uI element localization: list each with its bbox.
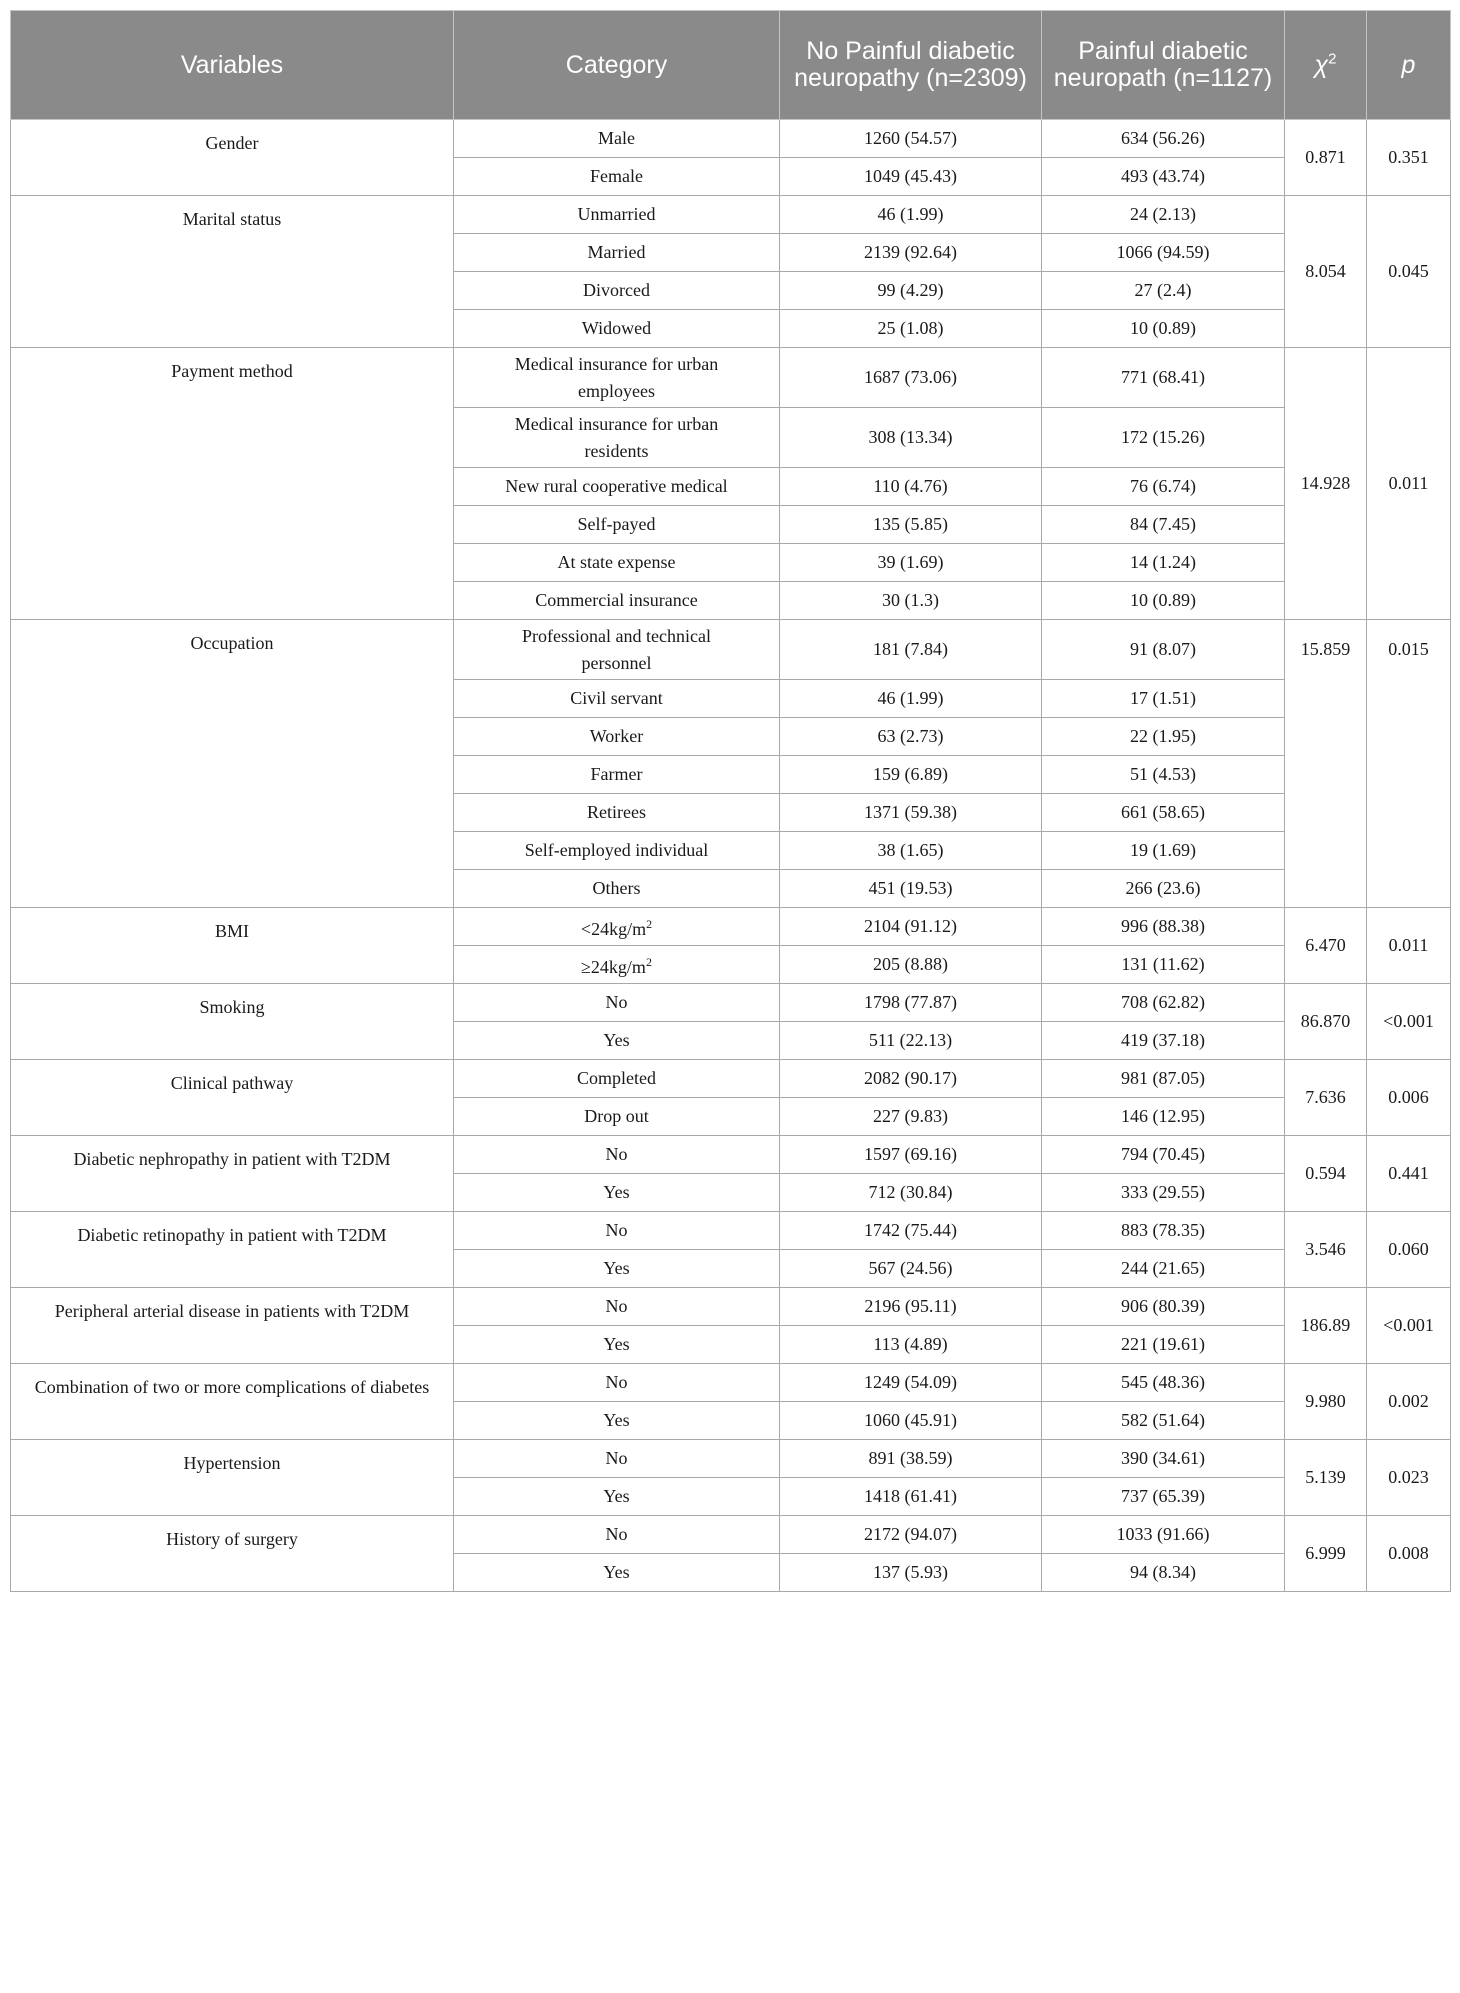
no-painful-value-cell: 110 (4.76) xyxy=(780,468,1042,506)
category-cell: Yes xyxy=(454,1478,780,1516)
chi-square-cell: 186.89 xyxy=(1285,1288,1367,1364)
header-no-painful-neuropathy: No Painful diabetic neuropathy (n=2309) xyxy=(780,11,1042,120)
chi-square-cell: 15.859 xyxy=(1285,620,1367,908)
painful-value-cell: 19 (1.69) xyxy=(1042,832,1285,870)
category-cell: Farmer xyxy=(454,756,780,794)
category-cell: Yes xyxy=(454,1250,780,1288)
no-painful-value-cell: 1260 (54.57) xyxy=(780,120,1042,158)
no-painful-value-cell: 63 (2.73) xyxy=(780,718,1042,756)
table-row xyxy=(11,1288,1451,1326)
chi-square-cell: 0.594 xyxy=(1285,1136,1367,1212)
painful-value-cell: 708 (62.82) xyxy=(1042,984,1285,1022)
painful-value-cell: 634 (56.26) xyxy=(1042,120,1285,158)
category-cell: Medical insurance for urban residents xyxy=(454,408,780,468)
category-cell: No xyxy=(454,1212,780,1250)
p-value-cell: 0.060 xyxy=(1367,1212,1451,1288)
painful-value-cell: 131 (11.62) xyxy=(1042,946,1285,984)
painful-value-cell: 172 (15.26) xyxy=(1042,408,1285,468)
table-header xyxy=(11,11,1451,120)
painful-value-cell: 771 (68.41) xyxy=(1042,348,1285,408)
variable-cell: Combination of two or more complications of diabetes xyxy=(11,1364,454,1440)
category-cell: No xyxy=(454,1516,780,1554)
painful-value-cell: 794 (70.45) xyxy=(1042,1136,1285,1174)
no-painful-value-cell: 891 (38.59) xyxy=(780,1440,1042,1478)
no-painful-value-cell: 2082 (90.17) xyxy=(780,1060,1042,1098)
painful-value-cell: 1066 (94.59) xyxy=(1042,234,1285,272)
category-cell: Medical insurance for urban employees xyxy=(454,348,780,408)
no-painful-value-cell: 159 (6.89) xyxy=(780,756,1042,794)
table-row xyxy=(11,1060,1451,1098)
no-painful-value-cell: 1060 (45.91) xyxy=(780,1402,1042,1440)
no-painful-value-cell: 2104 (91.12) xyxy=(780,908,1042,946)
table-row xyxy=(11,620,1451,680)
painful-value-cell: 94 (8.34) xyxy=(1042,1554,1285,1592)
variable-cell: Occupation xyxy=(11,620,454,908)
painful-value-cell: 24 (2.13) xyxy=(1042,196,1285,234)
chi-square-cell: 6.999 xyxy=(1285,1516,1367,1592)
header-painful-neuropathy: Painful diabetic neuropath (n=1127) xyxy=(1042,11,1285,120)
painful-value-cell: 1033 (91.66) xyxy=(1042,1516,1285,1554)
table-row xyxy=(11,1440,1451,1478)
painful-value-cell: 221 (19.61) xyxy=(1042,1326,1285,1364)
category-cell: Yes xyxy=(454,1022,780,1060)
no-painful-value-cell: 113 (4.89) xyxy=(780,1326,1042,1364)
category-cell: No xyxy=(454,1136,780,1174)
header-row xyxy=(11,11,1451,120)
header-variables: Variables xyxy=(11,11,454,120)
header-category: Category xyxy=(454,11,780,120)
no-painful-value-cell: 2139 (92.64) xyxy=(780,234,1042,272)
p-value-cell: 0.045 xyxy=(1367,196,1451,348)
painful-value-cell: 493 (43.74) xyxy=(1042,158,1285,196)
variable-cell: Marital status xyxy=(11,196,454,348)
painful-value-cell: 996 (88.38) xyxy=(1042,908,1285,946)
category-cell: Yes xyxy=(454,1326,780,1364)
category-cell xyxy=(454,908,780,946)
painful-value-cell: 22 (1.95) xyxy=(1042,718,1285,756)
chi-symbol: χ xyxy=(1314,50,1329,79)
no-painful-value-cell: 1597 (69.16) xyxy=(780,1136,1042,1174)
no-painful-value-cell: 135 (5.85) xyxy=(780,506,1042,544)
chi-square-cell: 86.870 xyxy=(1285,984,1367,1060)
no-painful-value-cell: 1049 (45.43) xyxy=(780,158,1042,196)
no-painful-value-cell: 181 (7.84) xyxy=(780,620,1042,680)
chi-square-cell: 5.139 xyxy=(1285,1440,1367,1516)
variable-cell: Gender xyxy=(11,120,454,196)
painful-value-cell: 17 (1.51) xyxy=(1042,680,1285,718)
chi-square-cell: 9.980 xyxy=(1285,1364,1367,1440)
painful-value-cell: 883 (78.35) xyxy=(1042,1212,1285,1250)
chi-square-cell: 6.470 xyxy=(1285,908,1367,984)
no-painful-value-cell: 2172 (94.07) xyxy=(780,1516,1042,1554)
painful-value-cell: 981 (87.05) xyxy=(1042,1060,1285,1098)
category-cell: No xyxy=(454,1364,780,1402)
painful-value-cell: 10 (0.89) xyxy=(1042,310,1285,348)
category-cell: Widowed xyxy=(454,310,780,348)
painful-value-cell: 390 (34.61) xyxy=(1042,1440,1285,1478)
p-value-cell: 0.011 xyxy=(1367,908,1451,984)
p-value-cell: <0.001 xyxy=(1367,984,1451,1060)
painful-value-cell: 146 (12.95) xyxy=(1042,1098,1285,1136)
category-cell: Commercial insurance xyxy=(454,582,780,620)
table-row xyxy=(11,1364,1451,1402)
category-cell: Worker xyxy=(454,718,780,756)
p-value-cell: 0.006 xyxy=(1367,1060,1451,1136)
chi-square-cell: 14.928 xyxy=(1285,348,1367,620)
category-cell: Yes xyxy=(454,1554,780,1592)
category-superscript: 2 xyxy=(646,916,653,931)
painful-value-cell: 545 (48.36) xyxy=(1042,1364,1285,1402)
category-cell: No xyxy=(454,1288,780,1326)
no-painful-value-cell: 2196 (95.11) xyxy=(780,1288,1042,1326)
painful-value-cell: 737 (65.39) xyxy=(1042,1478,1285,1516)
table-row xyxy=(11,1212,1451,1250)
no-painful-value-cell: 137 (5.93) xyxy=(780,1554,1042,1592)
no-painful-value-cell: 38 (1.65) xyxy=(780,832,1042,870)
category-cell: New rural cooperative medical xyxy=(454,468,780,506)
painful-value-cell: 27 (2.4) xyxy=(1042,272,1285,310)
table-row xyxy=(11,984,1451,1022)
table-row xyxy=(11,196,1451,234)
p-value-cell: 0.441 xyxy=(1367,1136,1451,1212)
category-cell: Married xyxy=(454,234,780,272)
p-value-cell: 0.351 xyxy=(1367,120,1451,196)
variable-cell: Peripheral arterial disease in patients with T2DM xyxy=(11,1288,454,1364)
p-value-cell: 0.015 xyxy=(1367,620,1451,908)
category-cell: Male xyxy=(454,120,780,158)
category-cell: Professional and technical personnel xyxy=(454,620,780,680)
variable-cell: Diabetic nephropathy in patient with T2DM xyxy=(11,1136,454,1212)
header-chi-square xyxy=(1285,11,1367,120)
no-painful-value-cell: 1371 (59.38) xyxy=(780,794,1042,832)
no-painful-value-cell: 99 (4.29) xyxy=(780,272,1042,310)
category-text: ≥24kg/m xyxy=(581,956,646,977)
painful-value-cell: 582 (51.64) xyxy=(1042,1402,1285,1440)
variable-cell: Smoking xyxy=(11,984,454,1060)
painful-value-cell: 333 (29.55) xyxy=(1042,1174,1285,1212)
variable-cell: Diabetic retinopathy in patient with T2DM xyxy=(11,1212,454,1288)
category-cell: Yes xyxy=(454,1174,780,1212)
chi-square-cell: 7.636 xyxy=(1285,1060,1367,1136)
variable-cell: Payment method xyxy=(11,348,454,620)
category-cell: Drop out xyxy=(454,1098,780,1136)
no-painful-value-cell: 451 (19.53) xyxy=(780,870,1042,908)
no-painful-value-cell: 712 (30.84) xyxy=(780,1174,1042,1212)
p-value-cell: <0.001 xyxy=(1367,1288,1451,1364)
category-cell: Completed xyxy=(454,1060,780,1098)
table-row xyxy=(11,348,1451,408)
p-value-cell: 0.002 xyxy=(1367,1364,1451,1440)
no-painful-value-cell: 1687 (73.06) xyxy=(780,348,1042,408)
no-painful-value-cell: 46 (1.99) xyxy=(780,196,1042,234)
category-cell: Yes xyxy=(454,1402,780,1440)
chi-superscript: 2 xyxy=(1328,50,1337,68)
category-cell xyxy=(454,946,780,984)
data-table xyxy=(10,10,1451,1592)
category-cell: Female xyxy=(454,158,780,196)
category-cell: At state expense xyxy=(454,544,780,582)
header-p-value xyxy=(1367,11,1451,120)
painful-value-cell: 661 (58.65) xyxy=(1042,794,1285,832)
category-cell: Self-payed xyxy=(454,506,780,544)
no-painful-value-cell: 1798 (77.87) xyxy=(780,984,1042,1022)
table-row xyxy=(11,1136,1451,1174)
table-row xyxy=(11,1516,1451,1554)
no-painful-value-cell: 1742 (75.44) xyxy=(780,1212,1042,1250)
variable-cell: History of surgery xyxy=(11,1516,454,1592)
no-painful-value-cell: 205 (8.88) xyxy=(780,946,1042,984)
category-cell: No xyxy=(454,1440,780,1478)
painful-value-cell: 10 (0.89) xyxy=(1042,582,1285,620)
category-cell: Self-employed individual xyxy=(454,832,780,870)
p-value-cell: 0.011 xyxy=(1367,348,1451,620)
painful-value-cell: 14 (1.24) xyxy=(1042,544,1285,582)
p-symbol: p xyxy=(1401,50,1416,79)
painful-value-cell: 244 (21.65) xyxy=(1042,1250,1285,1288)
table-body xyxy=(11,120,1451,1592)
category-cell: No xyxy=(454,984,780,1022)
painful-value-cell: 76 (6.74) xyxy=(1042,468,1285,506)
painful-value-cell: 419 (37.18) xyxy=(1042,1022,1285,1060)
category-text: <24kg/m xyxy=(580,918,647,939)
category-superscript: 2 xyxy=(645,954,652,969)
variable-cell: BMI xyxy=(11,908,454,984)
no-painful-value-cell: 227 (9.83) xyxy=(780,1098,1042,1136)
no-painful-value-cell: 567 (24.56) xyxy=(780,1250,1042,1288)
no-painful-value-cell: 39 (1.69) xyxy=(780,544,1042,582)
painful-value-cell: 906 (80.39) xyxy=(1042,1288,1285,1326)
chi-square-cell: 0.871 xyxy=(1285,120,1367,196)
no-painful-value-cell: 511 (22.13) xyxy=(780,1022,1042,1060)
painful-value-cell: 266 (23.6) xyxy=(1042,870,1285,908)
painful-value-cell: 84 (7.45) xyxy=(1042,506,1285,544)
category-cell: Unmarried xyxy=(454,196,780,234)
category-cell: Others xyxy=(454,870,780,908)
no-painful-value-cell: 25 (1.08) xyxy=(780,310,1042,348)
p-value-cell: 0.008 xyxy=(1367,1516,1451,1592)
table-row xyxy=(11,908,1451,946)
p-value-cell: 0.023 xyxy=(1367,1440,1451,1516)
chi-square-cell: 8.054 xyxy=(1285,196,1367,348)
table-row xyxy=(11,120,1451,158)
category-cell: Retirees xyxy=(454,794,780,832)
no-painful-value-cell: 308 (13.34) xyxy=(780,408,1042,468)
category-cell: Civil servant xyxy=(454,680,780,718)
variable-cell: Hypertension xyxy=(11,1440,454,1516)
painful-value-cell: 51 (4.53) xyxy=(1042,756,1285,794)
no-painful-value-cell: 1249 (54.09) xyxy=(780,1364,1042,1402)
no-painful-value-cell: 46 (1.99) xyxy=(780,680,1042,718)
painful-value-cell: 91 (8.07) xyxy=(1042,620,1285,680)
chi-square-cell: 3.546 xyxy=(1285,1212,1367,1288)
category-cell: Divorced xyxy=(454,272,780,310)
no-painful-value-cell: 1418 (61.41) xyxy=(780,1478,1042,1516)
no-painful-value-cell: 30 (1.3) xyxy=(780,582,1042,620)
variable-cell: Clinical pathway xyxy=(11,1060,454,1136)
